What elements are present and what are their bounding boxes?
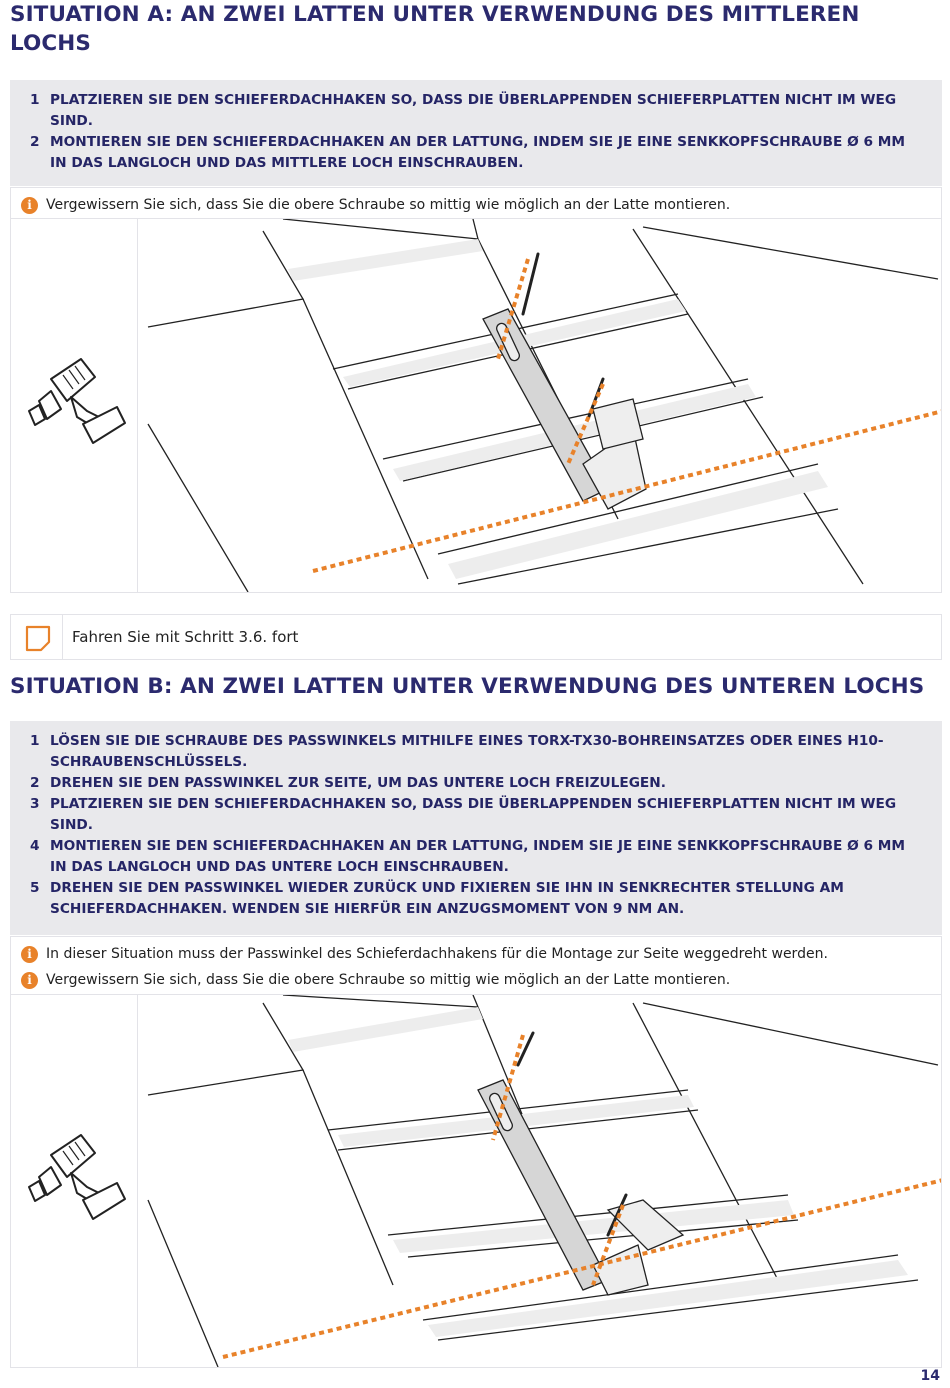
info-note: i Vergewissern Sie sich, dass Sie die obere Schraube so mittig wie möglich an der Latte montieren.	[21, 967, 933, 993]
info-note: i In dieser Situation muss der Passwinkel des Schieferdachhakens für die Montage zur Seite weggedreht werden.	[21, 941, 933, 967]
roof-batten-hook-diagram	[138, 219, 941, 592]
step-item: 2 MONTIEREN SIE DEN SCHIEFERDACHHAKEN AN DER LATTUNG, INDEM SIE JE EINE SENKKOPFSCHRAUBE Ø 6 MM IN DAS LANGLOCH UND DAS MITTLERE LOCH EINSCHRAUBEN.	[30, 134, 906, 171]
step-item: 1 LÖSEN SIE DIE SCHRAUBE DES PASSWINKELS MITHILFE EINES TORX-TX30-BOHREINSATZES ODER EINES H10- SCHRAUBENSCHLÜSSELS.	[30, 733, 884, 770]
cordless-drill-icon	[11, 219, 137, 594]
section-a-steps	[10, 80, 942, 186]
cordless-drill-icon	[11, 995, 137, 1367]
section-b-steps	[10, 721, 942, 935]
step-item: 1 PLATZIEREN SIE DEN SCHIEFERDACHHAKEN SO, DASS DIE ÜBERLAPPENDEN SCHIEFERPLATTEN NICHT IM WEG SIND.	[30, 92, 897, 129]
continue-text: Fahren Sie mit Schritt 3.6. fort	[72, 628, 299, 646]
section-b-title: SITUATION B: AN ZWEI LATTEN UNTER VERWENDUNG DES UNTEREN LOCHS	[10, 674, 925, 699]
section-a-notes	[10, 187, 942, 218]
info-icon: i	[21, 972, 38, 989]
info-icon: i	[21, 197, 38, 214]
continue-box	[10, 614, 942, 660]
step-item: 2 DREHEN SIE DEN PASSWINKEL ZUR SEITE, UM DAS UNTERE LOCH FREIZULEGEN.	[30, 775, 666, 791]
note-icon	[11, 615, 62, 659]
step-item: 4 MONTIEREN SIE DEN SCHIEFERDACHHAKEN AN DER LATTUNG, INDEM SIE JE EINE SENKKOPFSCHRAUBE Ø 6 MM IN DAS LANGLOCH UND DAS UNTERE LOCH EINSCHRAUBEN.	[30, 838, 906, 875]
step-item: 3 PLATZIEREN SIE DEN SCHIEFERDACHHAKEN SO, DASS DIE ÜBERLAPPENDEN SCHIEFERPLATTEN NICHT IM WEG SIND.	[30, 796, 897, 833]
info-icon: i	[21, 946, 38, 963]
section-b-illustration	[10, 994, 942, 1368]
page-number: 14	[920, 1368, 940, 1384]
section-a-illustration	[10, 218, 942, 593]
roof-batten-hook-diagram	[138, 995, 941, 1367]
step-item: 5 DREHEN SIE DEN PASSWINKEL WIEDER ZURÜCK UND FIXIEREN SIE IHN IN SENKRECHTER STELLUNG AM SCHIEFERDACHHAKEN. WENDEN SIE HIERFÜR EIN ANZUGSMOMENT VON 9 NM AN.	[30, 880, 844, 917]
info-note: i Vergewissern Sie sich, dass Sie die obere Schraube so mittig wie möglich an der Latte montieren.	[21, 192, 933, 218]
section-a-title: SITUATION A: AN ZWEI LATTEN UNTER VERWENDUNG DES MITTLEREN LOCHS	[10, 2, 860, 56]
section-b-notes	[10, 936, 942, 994]
